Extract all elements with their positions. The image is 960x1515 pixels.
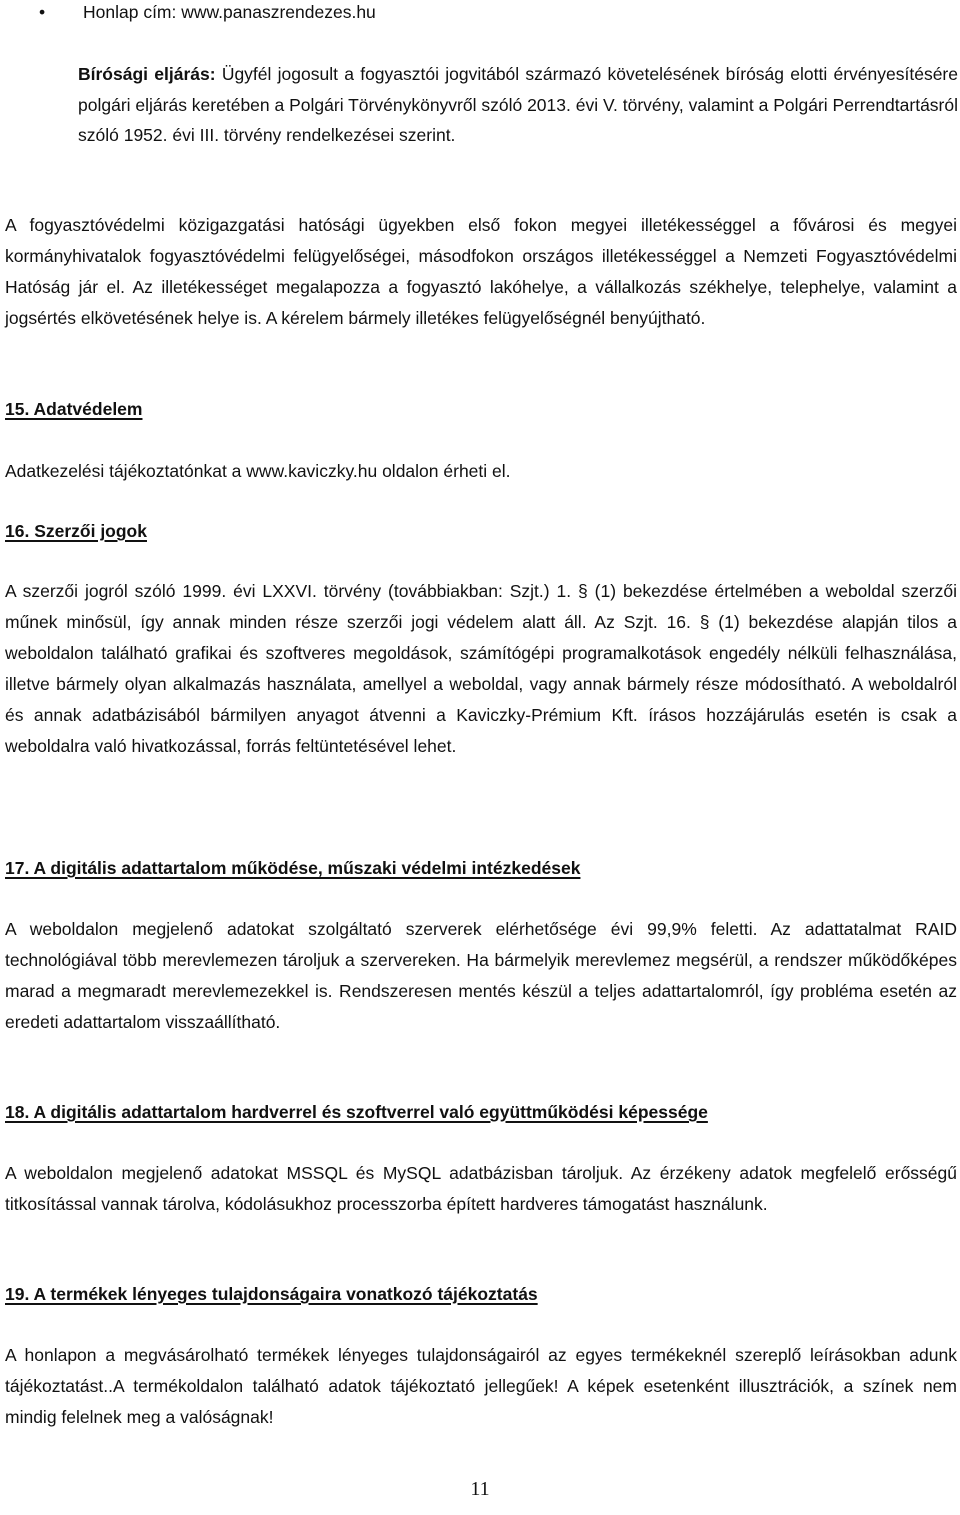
section-heading-16: 16. Szerzői jogok xyxy=(5,521,147,541)
section-body-16: A szerzői jogról szóló 1999. évi LXXVI. törvény (továbbiakban: Szjt.) 1. § (1) bekezdése értelmében a weboldal szerzői műnek minősül, így annak minden része szerzői jogi védelem alatt áll. Az Szjt. 16. § (1) bekezdése alapján tilos a weboldalon található grafikai és szoftveres megoldások, számítógépi programalkotások engedély nélküli felhasználása, illetve bármely olyan alkalmazás használata, amellyel a weboldal, vagy annak bármely része módosítható. A weboldalról és annak adatbázisából bármilyen anyagot átvenni a Kaviczky-Prémium Kft. írásos hozzájárulás esetén is csak a weboldalra való hivatkozással, forrás feltüntetésével lehet. xyxy=(5,581,957,756)
court-procedure-label: Bírósági eljárás: xyxy=(78,64,216,84)
section-body-17: A weboldalon megjelenő adatokat szolgáltató szerverek elérhetősége évi 99,9% feletti. Az adattatalmat RAID technológiával több merevlemezen tároljuk a szervereken. Ha bármelyik merevlemez megsérül, a rendszer működőképes marad a megmaradt merevlemezekkel is. Rendszeresen mentés készül a teljes adattartalomról, így probléma esetén az eredeti adattartalom visszaállítható. xyxy=(5,919,957,1032)
bullet-icon: • xyxy=(39,2,46,22)
court-procedure-paragraph xyxy=(78,59,958,151)
section-heading-18: 18. A digitális adattartalom hardverrel és szoftverrel való együttműködési képessége xyxy=(5,1102,708,1122)
section-heading-17: 17. A digitális adattartalom működése, műszaki védelmi intézkedések xyxy=(5,858,581,878)
authority-paragraph: A fogyasztóvédelmi közigazgatási hatósági ügyekben első fokon megyei illetékességgel a fővárosi és megyei kormányhivatalok fogyasztóvédelmi felügyelőségei, másodfokon országos illetékességgel a Nemzeti Fogyasztóvédelmi Hatóság jár el. Az illetékességet megalapozza a fogyasztó lakóhelye, a vállalkozás székhelye, telephelye, valamint a jogsértés elkövetésének helye is. A kérelem bármely illetékes felügyelőségnél benyújtható. xyxy=(5,215,957,328)
section-body-18: A weboldalon megjelenő adatokat MSSQL és MySQL adatbázisban tároljuk. Az érzékeny adatok megfelelő erősségű titkosítással vannak tárolva, kódolásukhoz processzorba épített hardveres támogatást használunk. xyxy=(5,1163,957,1214)
section-heading-15: 15. Adatvédelem xyxy=(5,399,143,419)
section-body-15: Adatkezelési tájékoztatónkat a www.kaviczky.hu oldalon érheti el. xyxy=(5,461,511,481)
section-heading-19: 19. A termékek lényeges tulajdonságaira vonatkozó tájékoztatás xyxy=(5,1284,538,1304)
section-body-19: A honlapon a megvásárolható termékek lényeges tulajdonságairól az egyes termékeknél szereplő leírásokban adunk tájékoztatást..A termékoldalon található adatok tájékoztató jellegűek! A képek esetenként illusztrációk, a színek nem mindig felelnek meg a valóságnak! xyxy=(5,1345,957,1427)
court-procedure-text: Ügyfél jogosult a fogyasztói jogvitából származó követelésének bíróság elotti érvényesítésére polgári eljárás keretében a Polgári Törvénykönyvről szóló 2013. évi V. törvény, valamint a Polgári Perrendtartásról szóló 1952. évi III. törvény rendelkezései szerint. xyxy=(78,64,958,145)
website-address: Honlap cím: www.panaszrendezes.hu xyxy=(83,2,376,22)
page-number: 11 xyxy=(470,1478,490,1500)
